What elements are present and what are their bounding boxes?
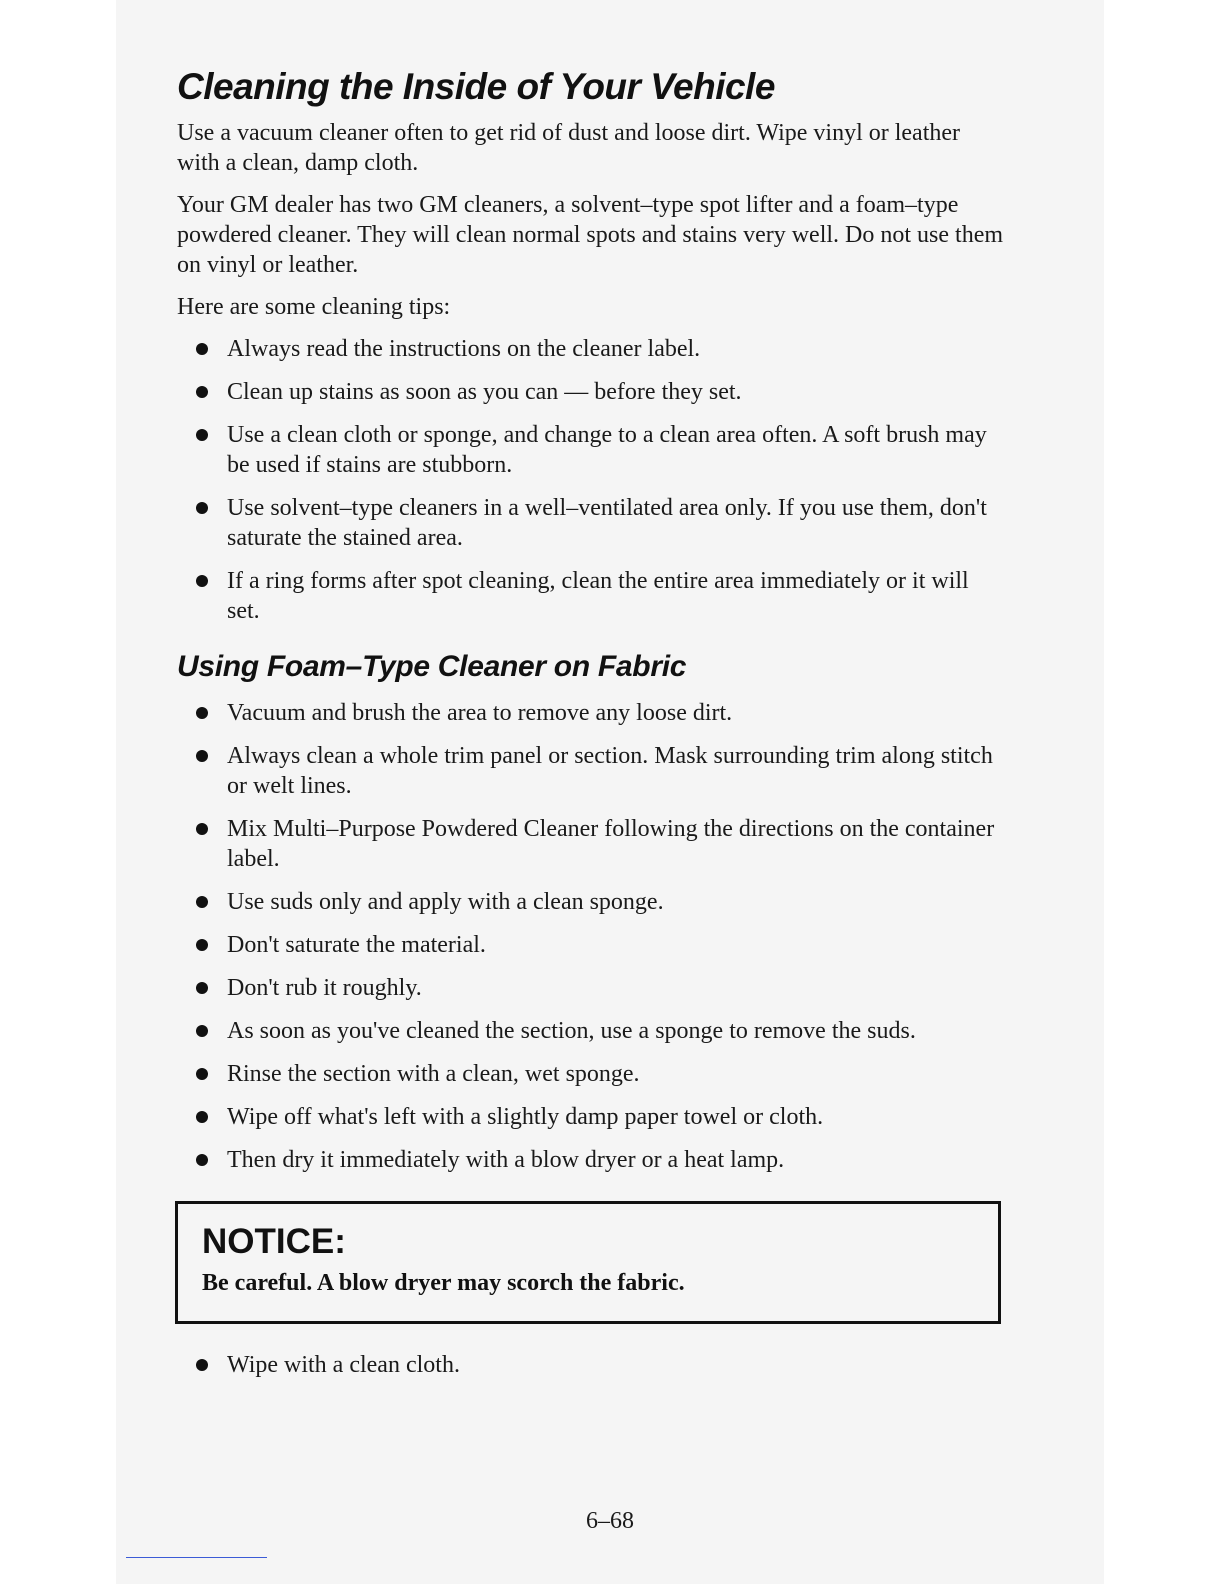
cleaning-tips-list: [177, 334, 1007, 626]
tip-text: Always read the instructions on the cleaner label.: [227, 336, 701, 362]
notice-heading: NOTICE:: [202, 1222, 346, 1261]
bullet-icon: [196, 750, 208, 762]
step-item: [177, 1145, 1007, 1175]
tip-text: If a ring forms after spot cleaning, clean the entire area immediately or it will set.: [227, 568, 969, 624]
notice-text: Be careful. A blow dryer may scorch the fabric.: [202, 1270, 685, 1296]
step-item: [177, 1350, 1007, 1380]
bullet-icon: [196, 939, 208, 951]
step-item: [177, 814, 1007, 874]
tips-lead-in: Here are some cleaning tips:: [177, 294, 451, 320]
intro-paragraph: Your GM dealer has two GM cleaners, a solvent–type spot lifter and a foam–type powdered cleaner. They will clean normal spots and stains very well. Do not use them on vinyl or leather.: [177, 192, 1004, 278]
bullet-icon: [196, 1111, 208, 1123]
step-item: [177, 698, 1007, 728]
step-text: Vacuum and brush the area to remove any loose dirt.: [227, 700, 733, 726]
final-steps-list: [177, 1350, 1007, 1380]
bullet-icon: [196, 896, 208, 908]
step-text: Always clean a whole trim panel or section. Mask surrounding trim along stitch or welt lines.: [227, 743, 993, 799]
step-item: [177, 973, 1007, 1003]
bullet-icon: [196, 386, 208, 398]
step-item: [177, 1016, 1007, 1046]
bullet-icon: [196, 502, 208, 514]
tip-text: Use solvent–type cleaners in a well–ventilated area only. If you use them, don't saturate the stained area.: [227, 495, 987, 551]
bullet-icon: [196, 1068, 208, 1080]
bullet-icon: [196, 982, 208, 994]
tip-text: Use a clean cloth or sponge, and change to a clean area often. A soft brush may be used if stains are stubborn.: [227, 422, 987, 478]
step-text: Don't saturate the material.: [227, 932, 486, 958]
page-content: [177, 66, 1007, 1393]
step-item: [177, 1102, 1007, 1132]
tip-item: [177, 493, 1007, 553]
step-item: [177, 887, 1007, 917]
bullet-icon: [196, 707, 208, 719]
bullet-icon: [196, 823, 208, 835]
page-number: 6–68: [586, 1508, 634, 1534]
page-title: Cleaning the Inside of Your Vehicle: [177, 66, 775, 107]
manual-page: [116, 0, 1104, 1584]
bullet-icon: [196, 1025, 208, 1037]
step-item: [177, 741, 1007, 801]
step-item: [177, 930, 1007, 960]
tip-item: [177, 420, 1007, 480]
step-text: Don't rub it roughly.: [227, 975, 422, 1001]
intro-paragraph: Use a vacuum cleaner often to get rid of dust and loose dirt. Wipe vinyl or leather with a clean, damp cloth.: [177, 120, 961, 176]
tip-text: Clean up stains as soon as you can — before they set.: [227, 379, 742, 405]
footer-rule: [126, 1557, 267, 1558]
foam-steps-list: [177, 698, 1007, 1175]
tip-item: [177, 334, 1007, 364]
step-text: Rinse the section with a clean, wet sponge.: [227, 1061, 640, 1087]
step-text: As soon as you've cleaned the section, use a sponge to remove the suds.: [227, 1018, 916, 1044]
step-text: Use suds only and apply with a clean sponge.: [227, 889, 664, 915]
tip-item: [177, 377, 1007, 407]
step-text: Wipe with a clean cloth.: [227, 1352, 460, 1378]
bullet-icon: [196, 429, 208, 441]
bullet-icon: [196, 1154, 208, 1166]
tip-item: [177, 566, 1007, 626]
section-heading: Using Foam–Type Cleaner on Fabric: [177, 650, 687, 683]
bullet-icon: [196, 343, 208, 355]
step-text: Then dry it immediately with a blow dryer or a heat lamp.: [227, 1147, 785, 1173]
step-text: Mix Multi–Purpose Powdered Cleaner following the directions on the container label.: [227, 816, 995, 872]
notice-box: [175, 1201, 1001, 1324]
step-text: Wipe off what's left with a slightly damp paper towel or cloth.: [227, 1104, 824, 1130]
bullet-icon: [196, 575, 208, 587]
bullet-icon: [196, 1359, 208, 1371]
step-item: [177, 1059, 1007, 1089]
